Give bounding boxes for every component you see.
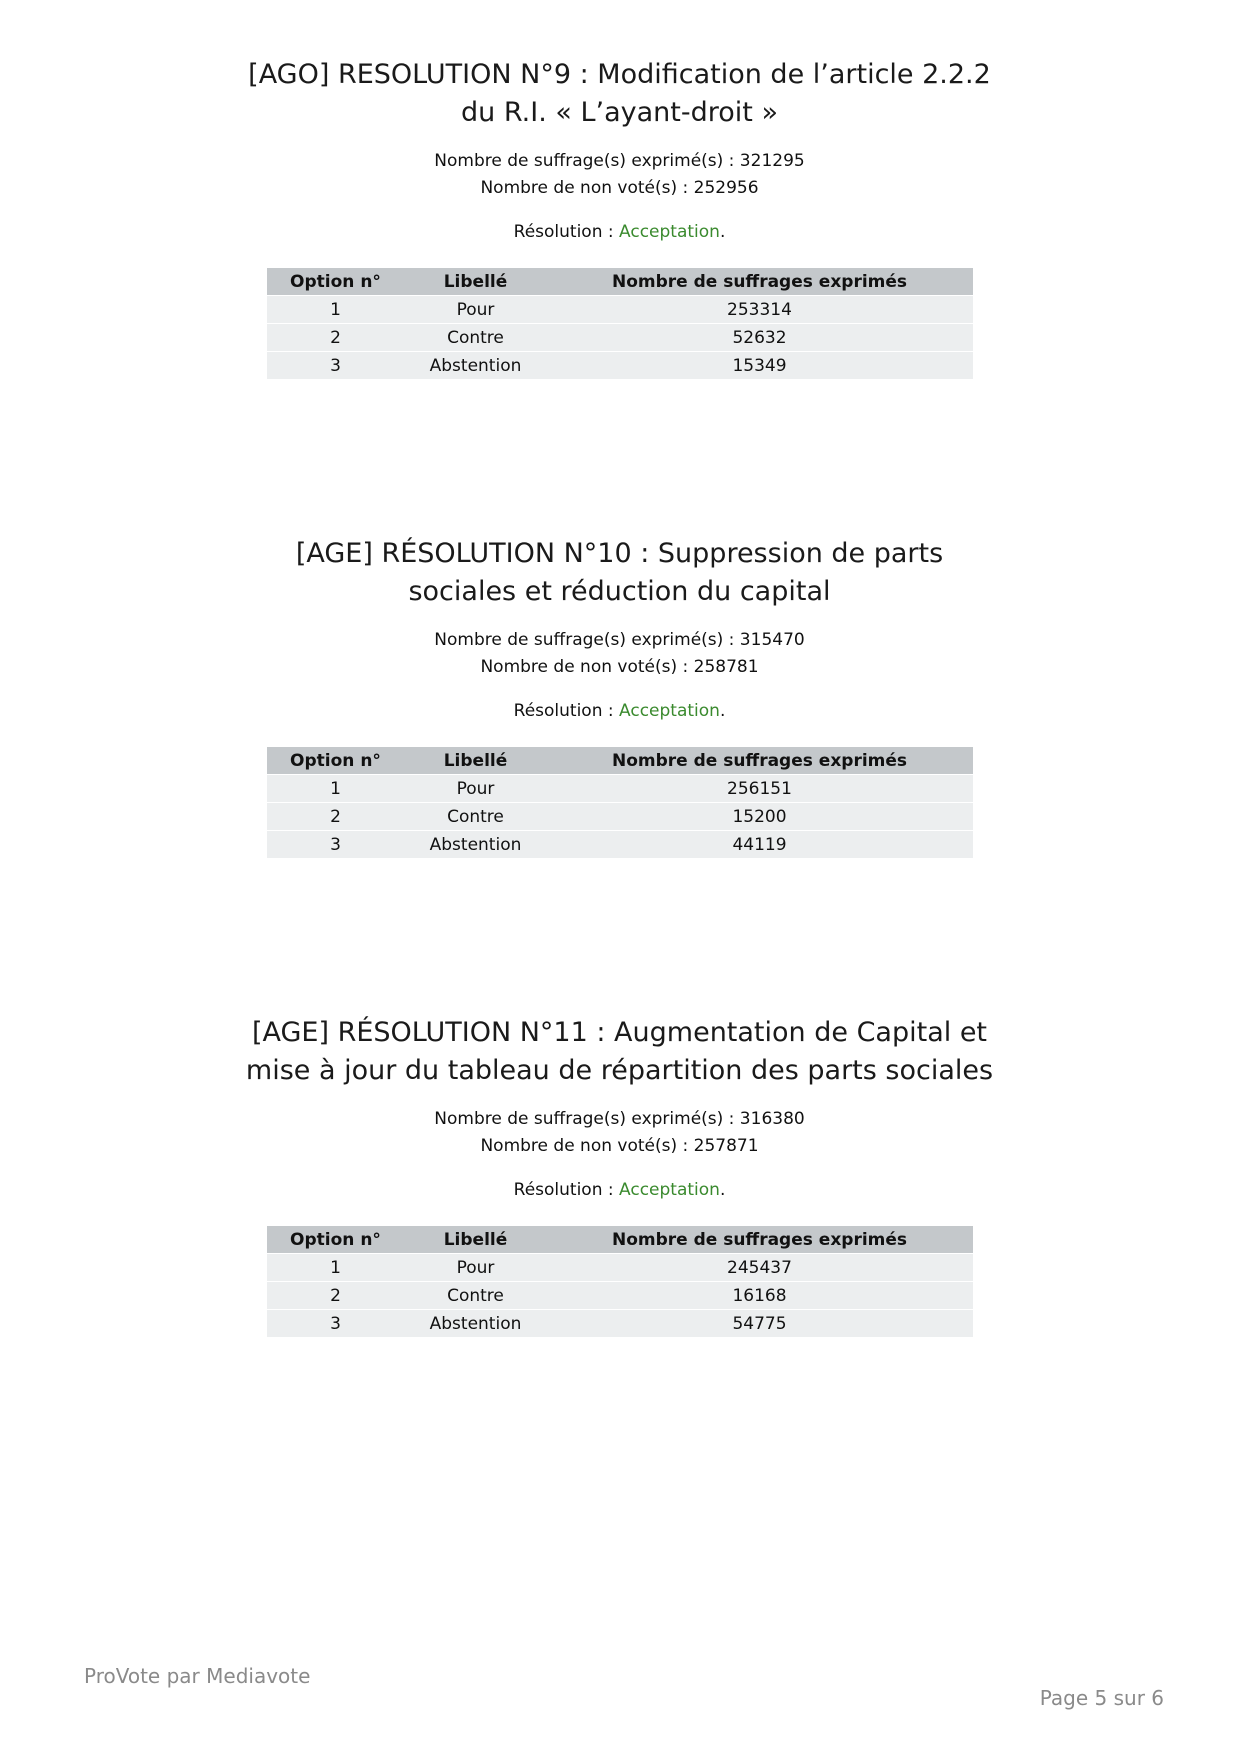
- resolution-9: [0, 56, 1239, 379]
- cell-option: 3: [267, 831, 405, 859]
- cell-libelle: Pour: [405, 1254, 547, 1282]
- table-row: [267, 324, 973, 352]
- header-option: Option n°: [267, 747, 405, 775]
- cell-libelle: Abstention: [405, 831, 547, 859]
- cell-nombre: 15349: [547, 352, 973, 380]
- result-value: Acceptation: [619, 1180, 720, 1200]
- table-header-row: [267, 747, 973, 775]
- resolution-stats: [0, 148, 1239, 202]
- result-value: Acceptation: [619, 222, 720, 242]
- header-libelle: Libellé: [405, 268, 547, 296]
- non-votes-count: Nombre de non voté(s) : 257871: [480, 1136, 759, 1156]
- resolution-10: [0, 535, 1239, 858]
- cell-option: 3: [267, 352, 405, 380]
- resolution-result: [0, 698, 1239, 725]
- table-row: [267, 1254, 973, 1282]
- cell-nombre: 253314: [547, 296, 973, 324]
- cell-option: 2: [267, 1282, 405, 1310]
- result-label: Résolution :: [513, 701, 620, 721]
- table-header-row: [267, 1226, 973, 1254]
- header-option: Option n°: [267, 268, 405, 296]
- cell-nombre: 16168: [547, 1282, 973, 1310]
- cell-option: 3: [267, 1310, 405, 1338]
- result-end: .: [719, 1180, 726, 1200]
- cell-libelle: Contre: [405, 803, 547, 831]
- header-option: Option n°: [267, 1226, 405, 1254]
- suffrages-count: Nombre de suffrage(s) exprimé(s) : 321295: [434, 151, 805, 171]
- cell-option: 2: [267, 324, 405, 352]
- header-nombre: Nombre de suffrages exprimés: [547, 268, 973, 296]
- cell-nombre: 15200: [547, 803, 973, 831]
- cell-libelle: Pour: [405, 775, 547, 803]
- table-row: [267, 803, 973, 831]
- cell-libelle: Pour: [405, 296, 547, 324]
- cell-nombre: 54775: [547, 1310, 973, 1338]
- cell-nombre: 245437: [547, 1254, 973, 1282]
- non-votes-count: Nombre de non voté(s) : 258781: [480, 657, 759, 677]
- votes-table: [267, 268, 973, 379]
- table-row: [267, 831, 973, 859]
- result-end: .: [719, 701, 726, 721]
- cell-libelle: Abstention: [405, 1310, 547, 1338]
- resolution-result: [0, 1177, 1239, 1204]
- footer-brand: ProVote par Mediavote: [84, 1664, 311, 1688]
- result-label: Résolution :: [513, 1180, 620, 1200]
- votes-table: [267, 1226, 973, 1337]
- cell-nombre: 52632: [547, 324, 973, 352]
- table-row: [267, 775, 973, 803]
- header-nombre: Nombre de suffrages exprimés: [547, 1226, 973, 1254]
- table-header-row: [267, 268, 973, 296]
- table-row: [267, 296, 973, 324]
- resolution-title: [AGE] RÉSOLUTION N°11 : Augmentation de Capital et mise à jour du tableau de répartition des parts sociales: [245, 1017, 994, 1086]
- suffrages-count: Nombre de suffrage(s) exprimé(s) : 315470: [434, 630, 805, 650]
- result-end: .: [719, 222, 726, 242]
- cell-option: 2: [267, 803, 405, 831]
- resolution-stats: [0, 627, 1239, 681]
- non-votes-count: Nombre de non voté(s) : 252956: [480, 178, 759, 198]
- resolution-stats: [0, 1106, 1239, 1160]
- votes-table: [267, 747, 973, 858]
- cell-nombre: 44119: [547, 831, 973, 859]
- table-row: [267, 1310, 973, 1338]
- result-label: Résolution :: [513, 222, 620, 242]
- cell-option: 1: [267, 775, 405, 803]
- cell-nombre: 256151: [547, 775, 973, 803]
- table-row: [267, 352, 973, 380]
- resolution-result: [0, 219, 1239, 246]
- cell-libelle: Abstention: [405, 352, 547, 380]
- cell-option: 1: [267, 1254, 405, 1282]
- resolution-title: [AGO] RESOLUTION N°9 : Modification de l’article 2.2.2 du R.I. « L’ayant-droit »: [248, 59, 991, 128]
- resolution-11: [0, 1014, 1239, 1337]
- cell-option: 1: [267, 296, 405, 324]
- table-row: [267, 1282, 973, 1310]
- result-value: Acceptation: [619, 701, 720, 721]
- header-nombre: Nombre de suffrages exprimés: [547, 747, 973, 775]
- header-libelle: Libellé: [405, 747, 547, 775]
- cell-libelle: Contre: [405, 324, 547, 352]
- header-libelle: Libellé: [405, 1226, 547, 1254]
- page-number: Page 5 sur 6: [1039, 1686, 1164, 1710]
- resolution-title: [AGE] RÉSOLUTION N°10 : Suppression de parts sociales et réduction du capital: [295, 538, 944, 607]
- cell-libelle: Contre: [405, 1282, 547, 1310]
- suffrages-count: Nombre de suffrage(s) exprimé(s) : 316380: [434, 1109, 805, 1129]
